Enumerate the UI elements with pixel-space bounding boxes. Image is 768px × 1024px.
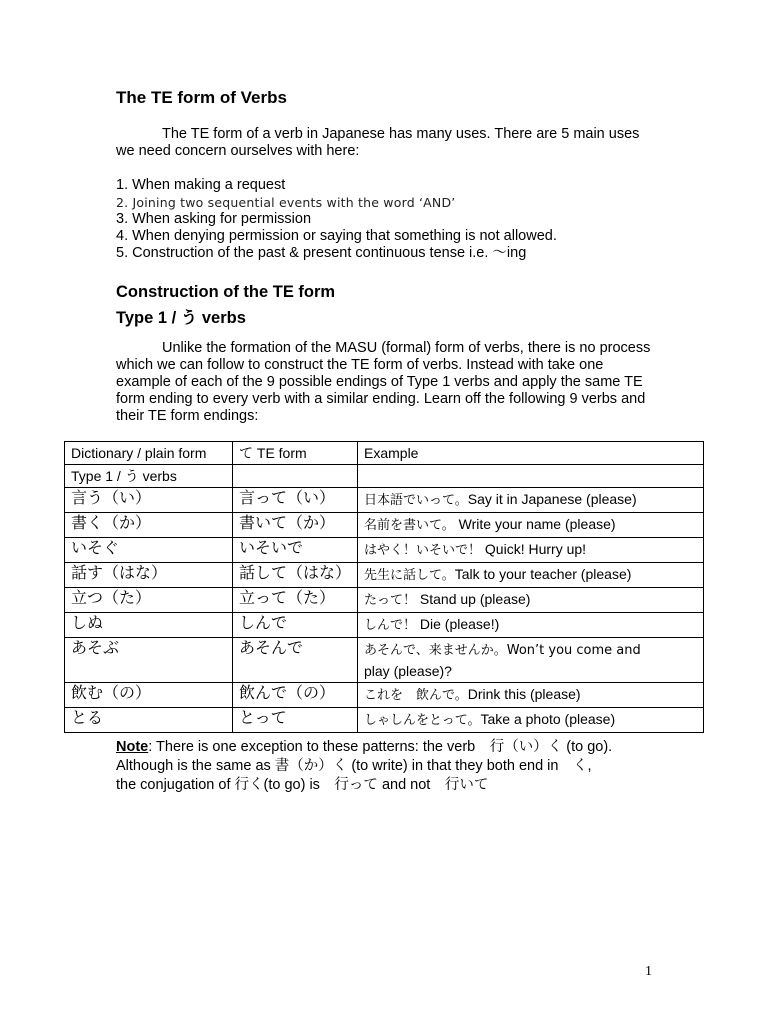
te-form-cell: 飲んで（の）: [233, 683, 358, 708]
column-header-example: Example: [358, 442, 704, 465]
page-number: 1: [645, 964, 652, 979]
example-jp: 名前を書いて。: [364, 518, 455, 533]
table-row: [65, 638, 704, 683]
table-row: [65, 683, 704, 708]
example-cell: [358, 538, 704, 563]
construction-heading: Construction of the TE form: [116, 283, 336, 301]
table-row: [65, 488, 704, 513]
te-form-cell: 話して（はな）: [233, 563, 358, 588]
page-title: The TE form of Verbs: [116, 88, 287, 107]
te-form-cell: あそんで: [233, 638, 358, 683]
example-jp: 日本語でいって。: [364, 493, 468, 508]
column-header-dictionary: Dictionary / plain form: [65, 442, 233, 465]
te-form-cell: しんで: [233, 613, 358, 638]
example-cell: [358, 513, 704, 538]
empty-cell: [233, 465, 358, 488]
example-en: Drink this (please): [467, 686, 581, 702]
dict-form-cell: いそぐ: [65, 538, 233, 563]
dict-form-cell: しぬ: [65, 613, 233, 638]
te-form-cell: とって: [233, 708, 358, 733]
example-jp: しゃしんをとって。: [364, 713, 481, 728]
dict-form-cell: あそぶ: [65, 638, 233, 683]
dict-form-cell: 立つ（た）: [65, 588, 233, 613]
table-row: [65, 588, 704, 613]
example-en: Die (please!): [416, 616, 500, 632]
note-paragraph: [116, 738, 656, 795]
note-line-3: the conjugation of 行く(to go) is 行って and not 行いて: [116, 777, 489, 793]
example-cell: [358, 708, 704, 733]
te-form-cell: 書いて（か）: [233, 513, 358, 538]
intro-paragraph: The TE form of a verb in Japanese has many uses. There are 5 main uses we need concern ourselves with here:: [116, 126, 640, 159]
verb-table: [64, 441, 704, 733]
example-jp: あそんで、来ませんか。Won’t you come and: [364, 643, 641, 658]
table-group-row: [65, 465, 704, 488]
dict-form-cell: 話す（はな）: [65, 563, 233, 588]
example-en: Stand up (please): [416, 591, 531, 607]
list-item: 2. Joining two sequential events with the word ‘AND’: [116, 195, 456, 210]
list-item: 4. When denying permission or saying that something is not allowed.: [116, 228, 557, 244]
example-jp: たって！: [364, 593, 417, 608]
note-line-1: : There is one exception to these patterns: the verb 行（い）く (to go).: [148, 739, 613, 755]
body-paragraph: Unlike the formation of the MASU (formal) form of verbs, there is no process which we can follow to construct the TE form of verbs. Instead with take one example of each of the 9 possible endings of Type 1 verbs and apply the same TE form ending to every verb with a similar ending. Learn off the following 9 verbs and their TE form endings:: [116, 340, 651, 424]
te-form-cell: 言って（い）: [233, 488, 358, 513]
example-jp: しんで！: [364, 618, 417, 633]
list-item: 3. When asking for permission: [116, 211, 312, 227]
dict-form-cell: 言う（い）: [65, 488, 233, 513]
example-jp: 先生に話して。: [364, 568, 455, 583]
note-label: Note: [116, 739, 149, 755]
example-en: Quick! Hurry up!: [481, 541, 587, 557]
column-header-te-form: て TE form: [233, 442, 358, 465]
type1-heading: Type 1 / う verbs: [116, 309, 246, 327]
example-en: Talk to your teacher (please): [454, 566, 632, 582]
example-cell: [358, 613, 704, 638]
table-row: [65, 538, 704, 563]
example-cell: [358, 588, 704, 613]
table-header-row: [65, 442, 704, 465]
uses-list: [116, 177, 557, 262]
list-item: 1. When making a request: [116, 177, 286, 193]
example-en: Write your name (please): [454, 516, 616, 532]
te-form-cell: いそいで: [233, 538, 358, 563]
example-en: play (please)?: [364, 663, 452, 679]
example-cell: [358, 563, 704, 588]
dict-form-cell: とる: [65, 708, 233, 733]
table-row: [65, 563, 704, 588]
example-cell: [358, 488, 704, 513]
dict-form-cell: 飲む（の）: [65, 683, 233, 708]
example-jp: これを 飲んで。: [364, 688, 468, 703]
te-form-cell: 立って（た）: [233, 588, 358, 613]
table-row: [65, 613, 704, 638]
group-label: Type 1 / う verbs: [65, 465, 233, 488]
example-jp: はやく！いそいで！: [364, 543, 482, 558]
note-line-2: Although is the same as 書（か）く (to write) in that they both end in く,: [116, 758, 592, 774]
example-cell: [358, 638, 704, 683]
example-en: Say it in Japanese (please): [467, 491, 637, 507]
list-item: 5. Construction of the past & present continuous tense i.e. ～ing: [116, 245, 527, 261]
dict-form-cell: 書く（か）: [65, 513, 233, 538]
empty-cell: [358, 465, 704, 488]
table-row: [65, 513, 704, 538]
example-cell: [358, 683, 704, 708]
table-row: [65, 708, 704, 733]
example-en: Take a photo (please): [480, 711, 616, 727]
